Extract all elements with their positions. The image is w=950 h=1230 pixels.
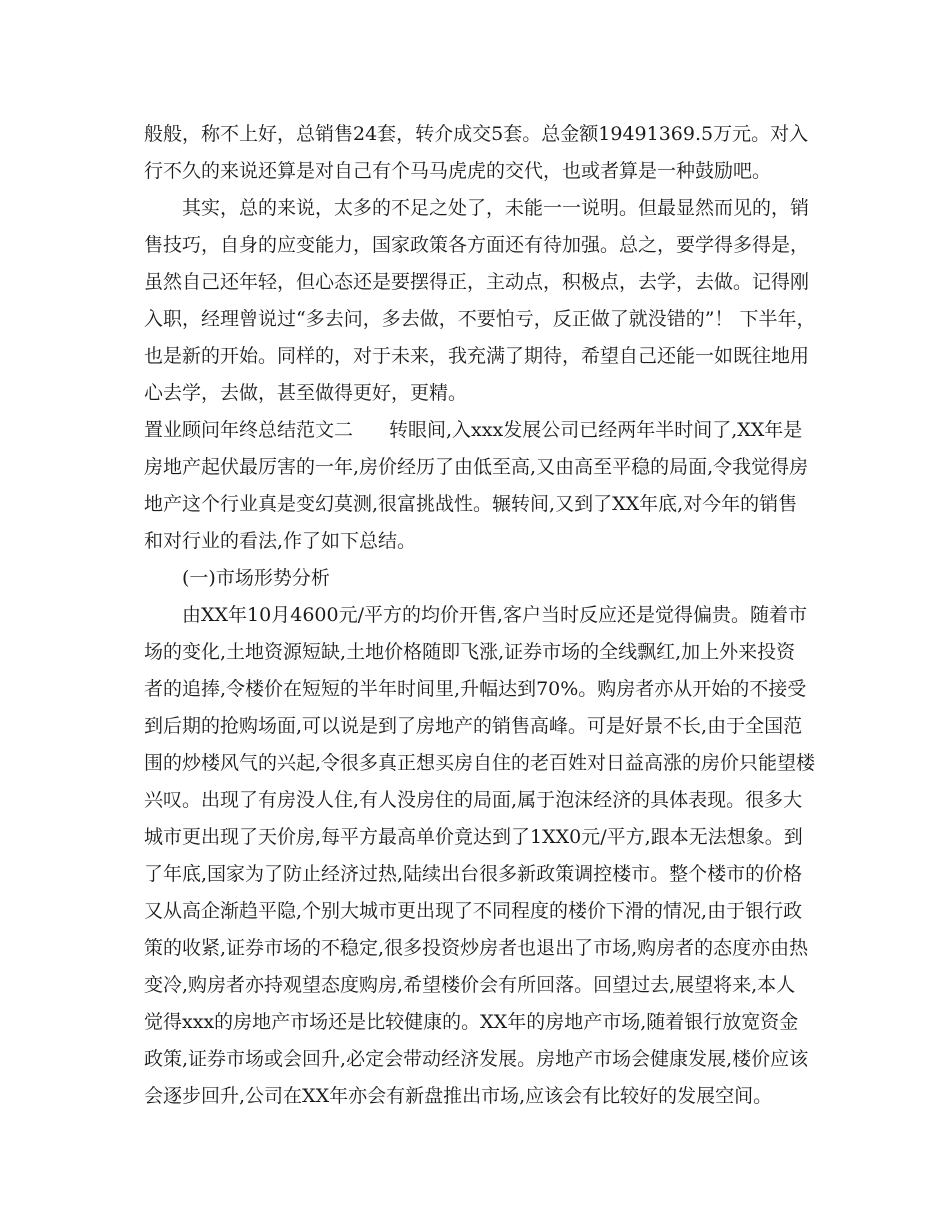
text-line [144, 412, 816, 449]
text-line: 了年底,国家为了防止经济过热,陆续出台很多新政策调控楼市。整个楼市的价格 [144, 863, 803, 885]
text-line: 其实，总的来说，太多的不足之处了，未能一一说明。但最显然而见的，销 [182, 197, 810, 219]
text-line: 城市更出现了天价房,每平方最高单价竟达到了1XX0元/平方,跟本无法想象。到 [144, 826, 803, 848]
text-line: 又从高企渐趋平隐,个别大城市更出现了不同程度的楼价下滑的情况,由于银行政 [144, 900, 803, 922]
text-line: 兴叹。出现了有房没人住,有人没房住的局面,属于泡沫经济的具体表现。很多大 [144, 789, 803, 811]
text-line: 到后期的抢购场面,可以说是到了房地产的销售高峰。可是好景不长,由于全国范 [144, 715, 803, 737]
text-line: 围的炒楼风气的兴起,令很多真正想买房自住的老百姓对日益高涨的房价只能望楼 [144, 752, 816, 774]
text-line: 和对行业的看法,作了如下总结。 [144, 530, 417, 552]
section-heading: 置业顾问年终总结范文二 [144, 419, 354, 441]
document-body [144, 116, 816, 1115]
text-line: (一)市场形势分析 [182, 567, 330, 589]
paragraph-text: 转眼间,入xxx发展公司已经两年半时间了,XX年是 [389, 419, 803, 441]
text-line: 策的收紧,证券市场的不稳定,很多投资炒房者也退出了市场,购房者的态度亦由热 [144, 937, 809, 959]
text-line: 地产这个行业真是变幻莫测,很富挑战性。辗转间,又到了XX年底,对今年的销售 [144, 493, 798, 515]
text-line: 虽然自己还年轻，但心态还是要摆得正，主动点，积极点，去学，去做。记得刚 [144, 271, 810, 293]
text-line: 般般，称不上好，总销售24套，转介成交5套。总金额19491369.5万元。对入 [144, 123, 809, 145]
text-line: 入职，经理曾说过“多去问，多去做，不要怕亏，反正做了就没错的”！ 下半年， [144, 308, 816, 330]
text-line: 者的追捧,令楼价在短短的半年时间里,升幅达到70%。购房者亦从开始的不接受 [144, 678, 807, 700]
text-line: 觉得xxx的房地产市场还是比较健康的。XX年的房地产市场,随着银行放宽资金 [144, 1011, 799, 1033]
text-line: 政策,证券市场或会回升,必定会带动经济发展。房地产市场会健康发展,楼价应该 [144, 1048, 809, 1070]
text-line: 售技巧，自身的应变能力，国家政策各方面还有待加强。总之，要学得多得是， [144, 234, 810, 256]
text-line: 心去学，去做，甚至做得更好，更精。 [144, 382, 468, 404]
text-line: 场的变化,土地资源短缺,土地价格随即飞涨,证券市场的全线飘红,加上外来投资 [144, 641, 796, 663]
text-line: 会逐步回升,公司在XX年亦会有新盘推出市场,应该会有比较好的发展空间。 [144, 1085, 773, 1107]
text-line: 由XX年10月4600元/平方的均价开售,客户当时反应还是觉得偏贵。随着市 [182, 604, 808, 626]
text-line: 变冷,购房者亦持观望态度购房,希望楼价会有所回落。回望过去,展望将来,本人 [144, 974, 796, 996]
text-line: 也是新的开始。同样的，对于未来，我充满了期待，希望自己还能一如既往地用 [144, 345, 810, 367]
text-line: 房地产起伏最厉害的一年,房价经历了由低至高,又由高至平稳的局面,令我觉得房 [144, 456, 809, 478]
text-line: 行不久的来说还算是对自己有个马马虎虎的交代，也或者算是一种鼓励吧。 [144, 160, 772, 182]
